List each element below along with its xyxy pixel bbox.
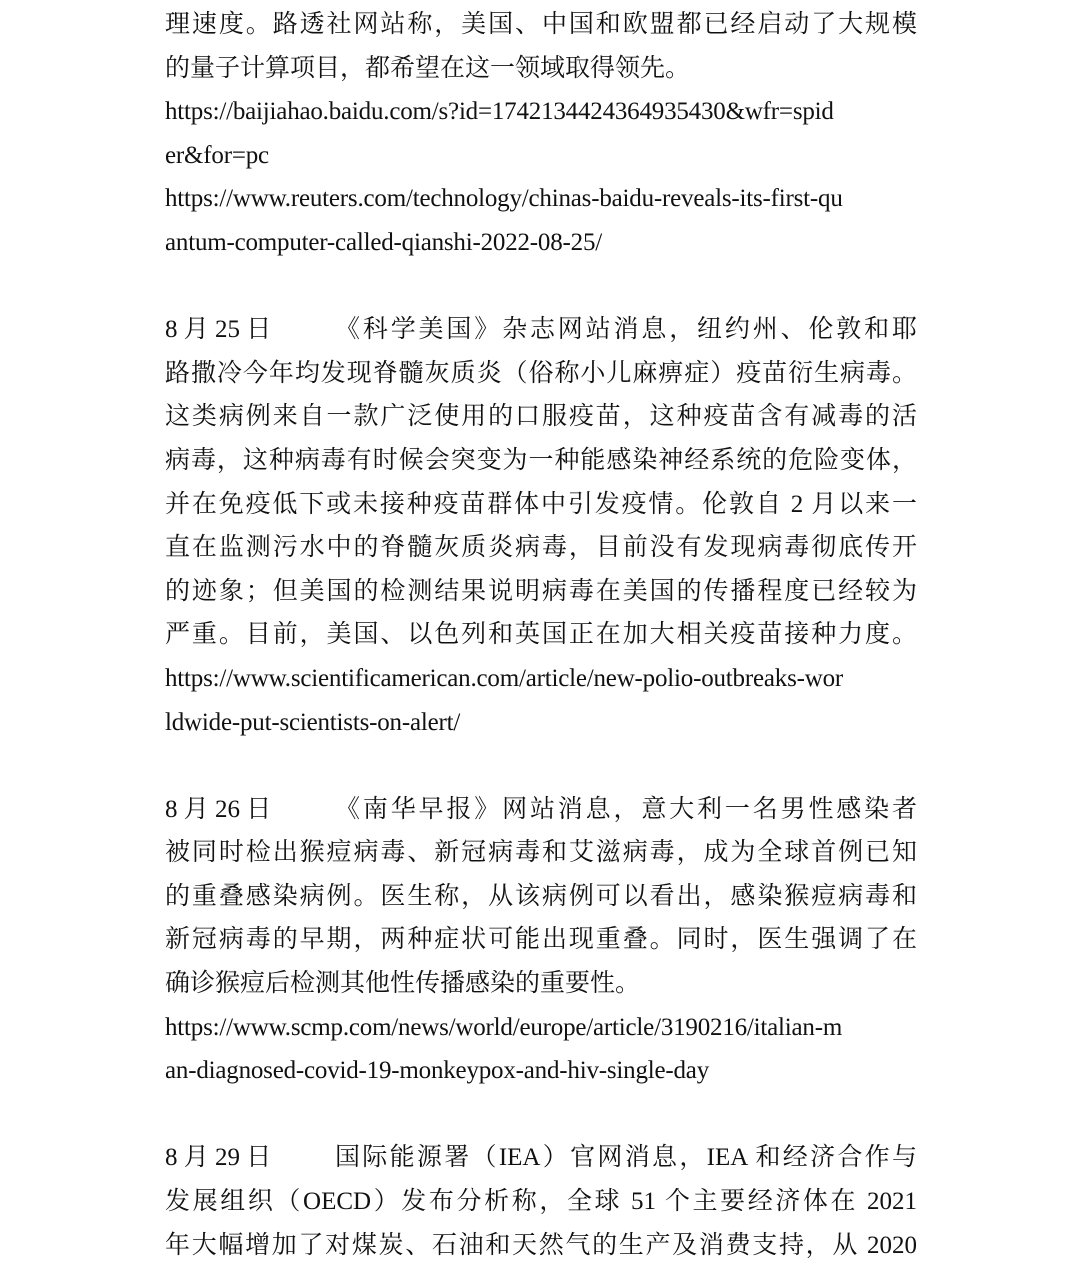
paragraph-line: 并在免疫低下或未接种疫苗群体中引发疫情。伦敦自 2 月以来一 [165, 490, 917, 518]
paragraph-line: 发展组织（OECD）发布分析称，全球 51 个主要经济体在 2021 [165, 1188, 917, 1216]
paragraph-line: 这类病例来自一款广泛使用的口服疫苗，这种疫苗含有减毒的活 [165, 403, 917, 431]
paragraph-line: 新冠病毒的早期，两种症状可能出现重叠。同时，医生强调了在 [165, 926, 917, 954]
news-entry [165, 3, 917, 265]
source-link[interactable]: https://www.scmp.com/news/world/europe/article/3190216/italian-m [165, 1013, 843, 1041]
paragraph-line: 直在监测污水中的脊髓灰质炎病毒，目前没有发现病毒彻底传开 [165, 534, 917, 562]
news-entry [165, 1136, 917, 1267]
paragraph-line: 的重叠感染病例。医生称，从该病例可以看出，感染猴痘病毒和 [165, 882, 917, 910]
source-link[interactable]: antum-computer-called-qianshi-2022-08-25/ [165, 228, 602, 256]
paragraph-line: 被同时检出猴痘病毒、新冠病毒和艾滋病毒，成为全球首例已知 [165, 839, 917, 867]
paragraph-line: 确诊猴痘后检测其他性传播感染的重要性。 [165, 970, 641, 998]
entry-first-line [165, 308, 917, 352]
entry-date: 8 月 29 日 [165, 1144, 272, 1172]
news-entry [165, 308, 917, 744]
source-link[interactable]: https://www.reuters.com/technology/chinas-baidu-reveals-its-first-qu [165, 185, 843, 213]
source-link[interactable]: an-diagnosed-covid-19-monkeypox-and-hiv-single-day [165, 1057, 710, 1085]
entry-first-line [165, 788, 917, 832]
source-link[interactable]: https://baijiahao.baidu.com/s?id=1742134424364935430&wfr=spid [165, 98, 834, 126]
paragraph-line: 国际能源署（IEA）官网消息，IEA 和经济合作与 [335, 1144, 917, 1172]
source-link[interactable]: ldwide-put-scientists-on-alert/ [165, 708, 461, 736]
source-link[interactable]: er&for=pc [165, 141, 269, 169]
news-entry [165, 788, 917, 1093]
document-body [165, 3, 917, 1267]
paragraph-line: 的量子计算项目，都希望在这一领域取得领先。 [165, 54, 691, 82]
paragraph-line: 严重。目前，美国、以色列和英国正在加大相关疫苗接种力度。 [165, 621, 917, 649]
paragraph-line: 理速度。路透社网站称，美国、中国和欧盟都已经启动了大规模 [165, 11, 917, 38]
paragraph-line: 《南华早报》网站消息，意大利一名男性感染者 [335, 795, 917, 823]
source-link[interactable]: https://www.scientificamerican.com/article/new-polio-outbreaks-wor [165, 664, 843, 692]
entry-date: 8 月 25 日 [165, 316, 272, 344]
paragraph-line: 年大幅增加了对煤炭、石油和天然气的生产及消费支持，从 2020 [165, 1231, 917, 1259]
entry-first-line [165, 1136, 917, 1180]
entry-date: 8 月 26 日 [165, 795, 272, 823]
paragraph-line: 病毒，这种病毒有时候会突变为一种能感染神经系统的危险变体， [165, 446, 917, 474]
paragraph-line: 路撒冷今年均发现脊髓灰质炎（俗称小儿麻痹症）疫苗衍生病毒。 [165, 359, 917, 387]
paragraph-line: 《科学美国》杂志网站消息，纽约州、伦敦和耶 [335, 316, 917, 344]
paragraph-line: 的迹象；但美国的检测结果说明病毒在美国的传播程度已经较为 [165, 577, 917, 605]
